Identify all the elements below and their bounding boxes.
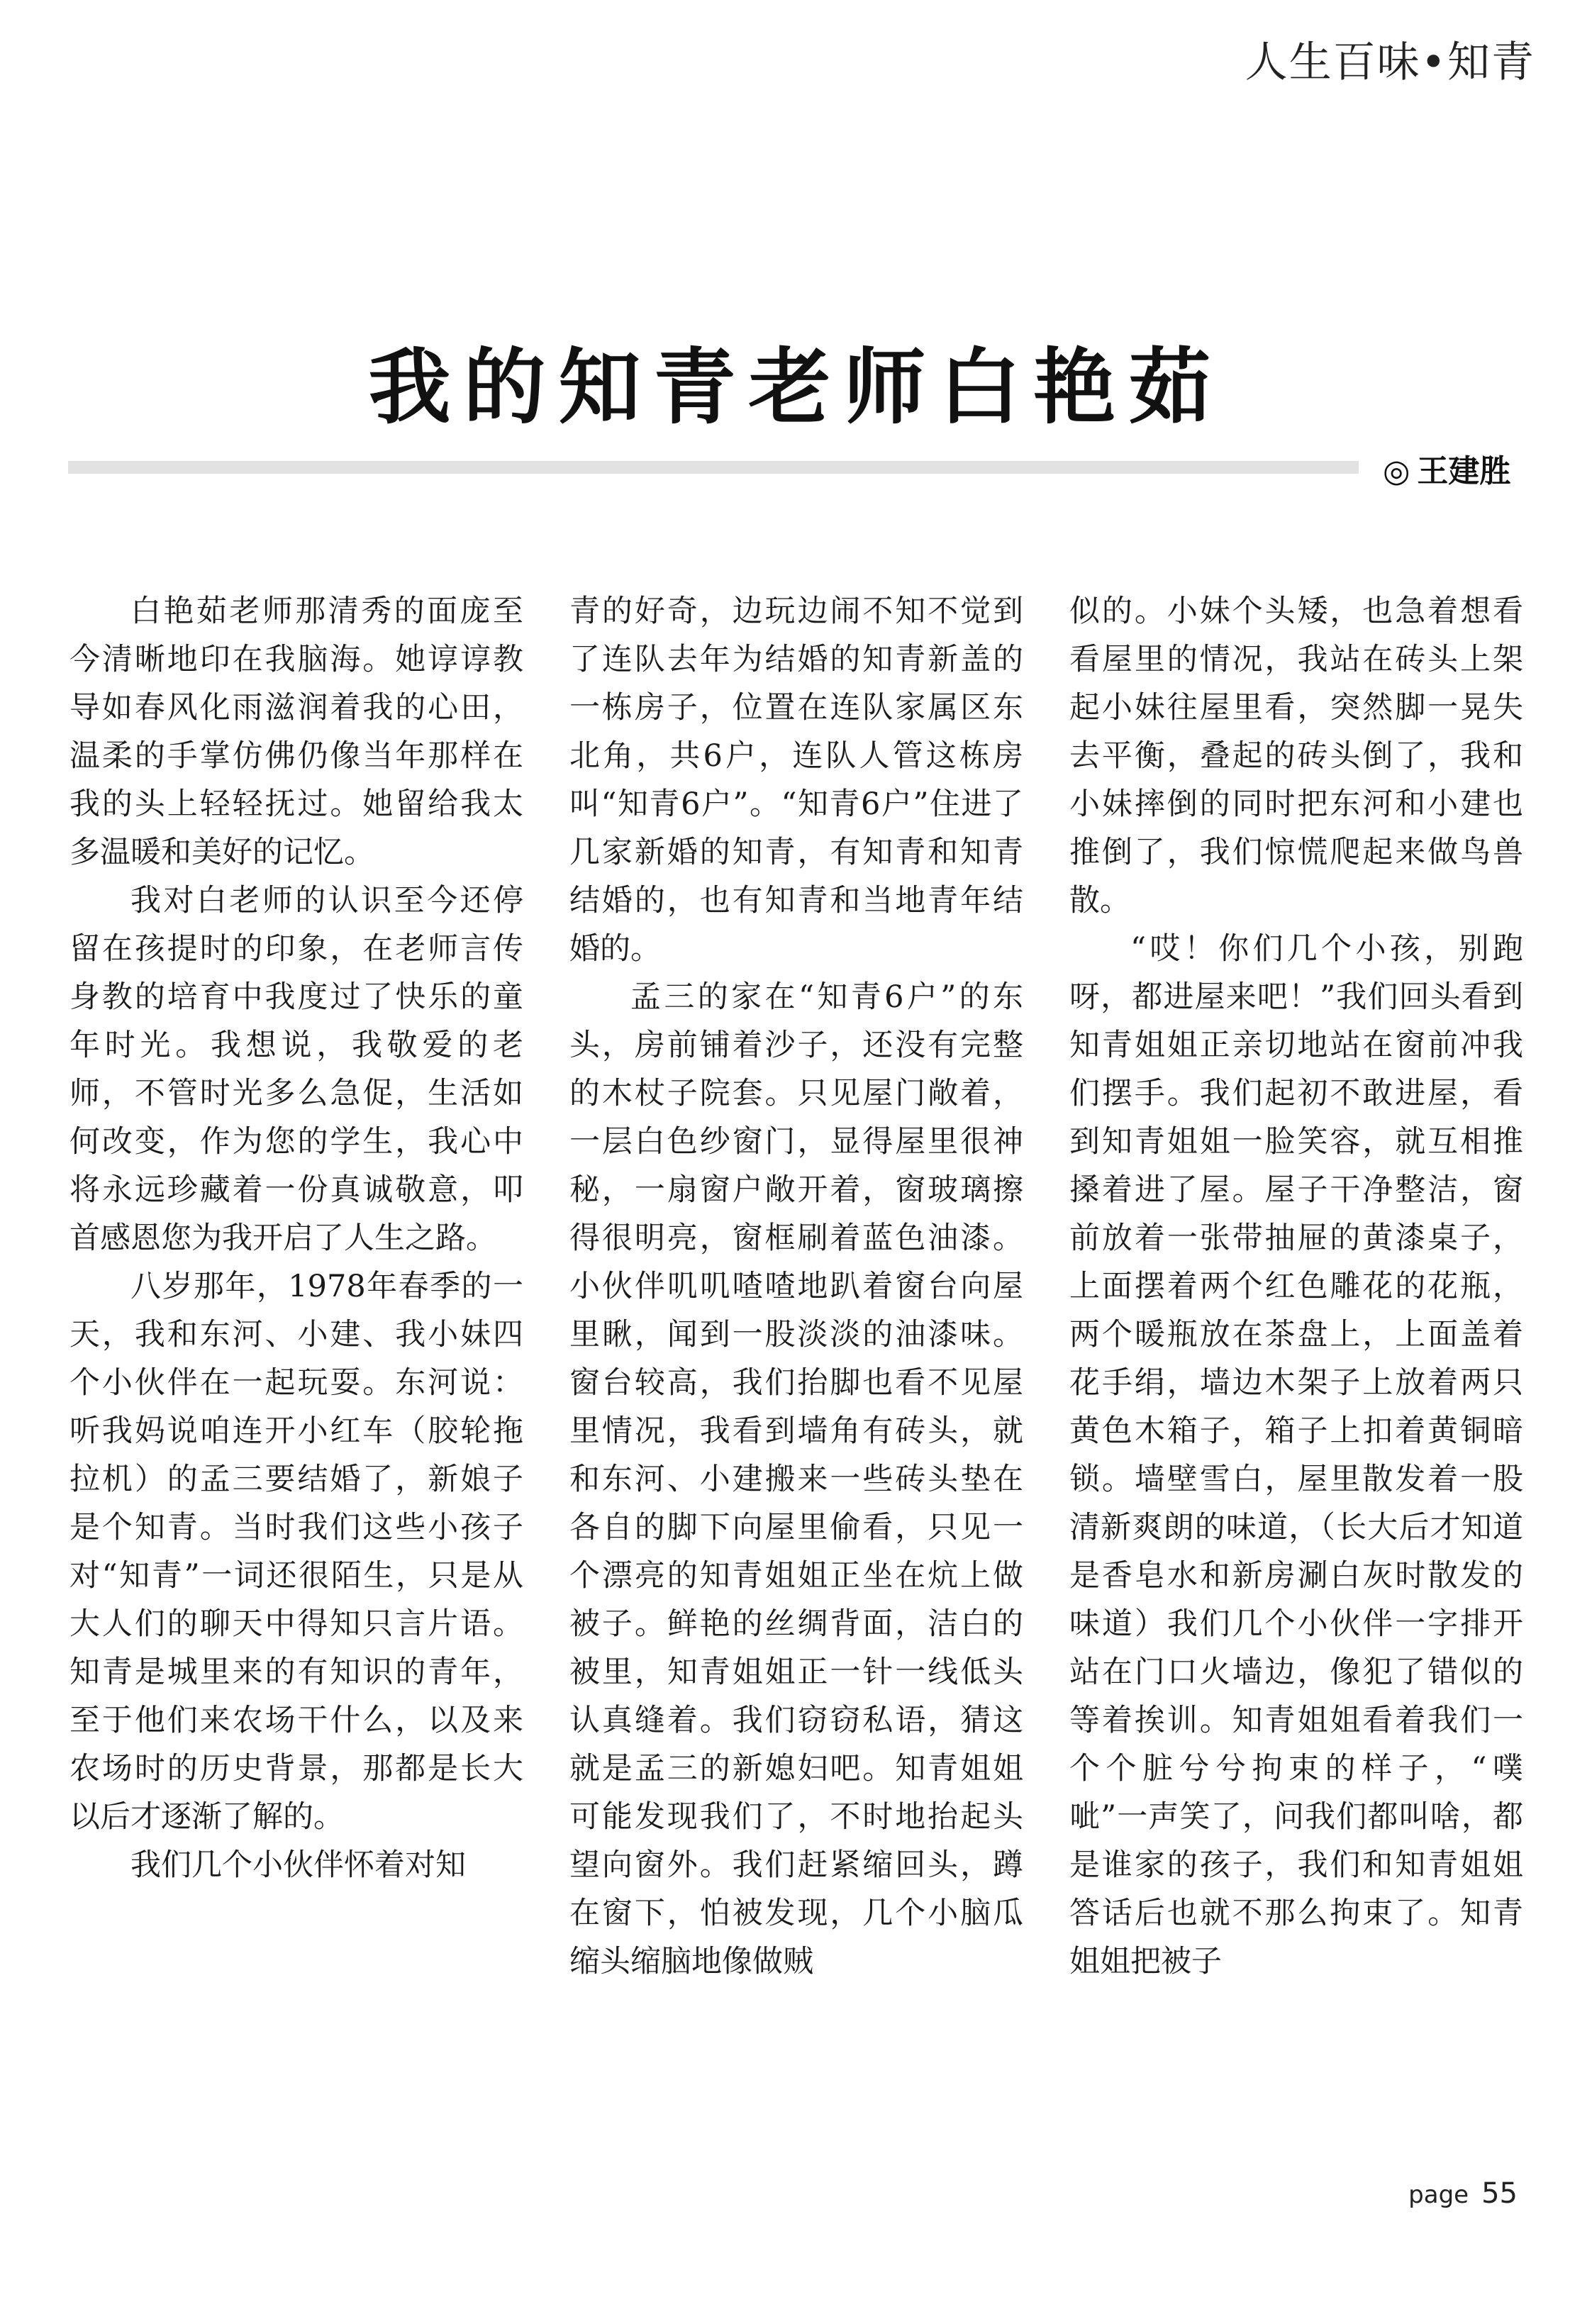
byline-mark: ◎ (1383, 453, 1410, 489)
article-title: 我的知青老师白艳茹 (368, 339, 1224, 435)
text-column-1 (69, 587, 523, 2126)
author-name: 王建胜 (1417, 453, 1511, 489)
paragraph: 白艳茹老师那清秀的面庞至今清晰地印在我脑海。她谆谆教导如春风化雨滋润着我的心田，温柔的手掌仿佛仍像当年那样在我的头上轻轻抚过。她留给我太多温暖和美好的记忆。 (69, 594, 523, 870)
page-label: page (1408, 2181, 1469, 2209)
page-number: 55 (1481, 2177, 1518, 2210)
paragraph: 我们几个小伙伴怀着对知 (130, 1847, 466, 1883)
paragraph: 孟三的家在“知青6户”的东头，房前铺着沙子，还没有完整的木杖子院套。只见屋门敞着，一层白色纱窗门，显得屋里很神秘，一扇窗户敞开着，窗玻璃擦得很明亮，窗框刷着蓝色油漆。小伙伴叽叽喳喳地趴着窗台向屋里瞅，闻到一股淡淡的油漆味。窗台较高，我们抬脚也看不见屋里情况，我看到墙角有砖头，就和东河、小建搬来一些砖头垫在各自的脚下向屋里偷看，只见一个漂亮的知青姐姐正坐在炕上做被子。鲜艳的丝绸背面，洁白的被里，知青姐姐正一针一线低头认真缝着。我们窃窃私语，猜这就是孟三的新媳妇吧。知青姐姐可能发现我们了，不时地抬起头望向窗外。我们赶紧缩回头，蹲在窗下，怕被发现，几个小脑瓜缩头缩脑地像做贼 (569, 979, 1023, 1979)
title-divider (68, 461, 1359, 474)
paragraph: 似的。小妹个头矮，也急着想看看屋里的情况，我站在砖头上架起小妹往屋里看，突然脚一晃失去平衡，叠起的砖头倒了，我和小妹摔倒的同时把东河和小建也推倒了，我们惊慌爬起来做鸟兽散。 (1069, 594, 1523, 918)
page-footer (1408, 2177, 1518, 2210)
paragraph: 我对白老师的认识至今还停留在孩提时的印象，在老师言传身教的培育中我度过了快乐的童年时光。我想说，我敬爱的老师，不管时光多么急促，生活如何改变，作为您的学生，我心中将永远珍藏着一份真诚敬意，叩首感恩您为我开启了人生之路。 (69, 883, 523, 1256)
paragraph: 八岁那年，1978年春季的一天，我和东河、小建、我小妹四个小伙伴在一起玩耍。东河说：听我妈说咱连开小红车（胶轮拖拉机）的孟三要结婚了，新娘子是个知青。当时我们这些小孩子对“知青”一词还很陌生，只是从大人们的聊天中得知只言片语。知青是城里来的有知识的青年，至于他们来农场干什么，以及来农场时的历史背景，那都是长大以后才逐渐了解的。 (69, 1269, 523, 1835)
paragraph: “哎！你们几个小孩，别跑呀，都进屋来吧！”我们回头看到知青姐姐正亲切地站在窗前冲我们摆手。我们起初不敢进屋，看到知青姐姐一脸笑容，就互相推搡着进了屋。屋子干净整洁，窗前放着一张带抽屉的黄漆桌子，上面摆着两个红色雕花的花瓶，两个暖瓶放在茶盘上，上面盖着花手绢，墙边木架子上放着两只黄色木箱子，箱子上扣着黄铜暗锁。墙壁雪白，屋里散发着一股清新爽朗的味道，（长大后才知道是香皂水和新房涮白灰时散发的味道）我们几个小伙伴一字排开站在门口火墙边，像犯了错似的等着挨训。知青姐姐看着我们一个个脏兮兮拘束的样子，“噗呲”一声笑了，问我们都叫啥，都是谁家的孩子，我们和知青姐姐答话后也就不那么拘束了。知青姐姐把被子 (1069, 931, 1523, 1979)
byline (1383, 445, 1539, 491)
paragraph: 青的好奇，边玩边闹不知不觉到了连队去年为结婚的知青新盖的一栋房子，位置在连队家属区东北角，共6户，连队人管这栋房叫“知青6户”。“知青6户”住进了几家新婚的知青，有知青和知青结婚的，也有知青和当地青年结婚的。 (569, 594, 1023, 967)
text-column-2 (569, 587, 1023, 2126)
section-label: 人生百味•知青 (1245, 38, 1535, 87)
text-column-3 (1069, 587, 1523, 2126)
